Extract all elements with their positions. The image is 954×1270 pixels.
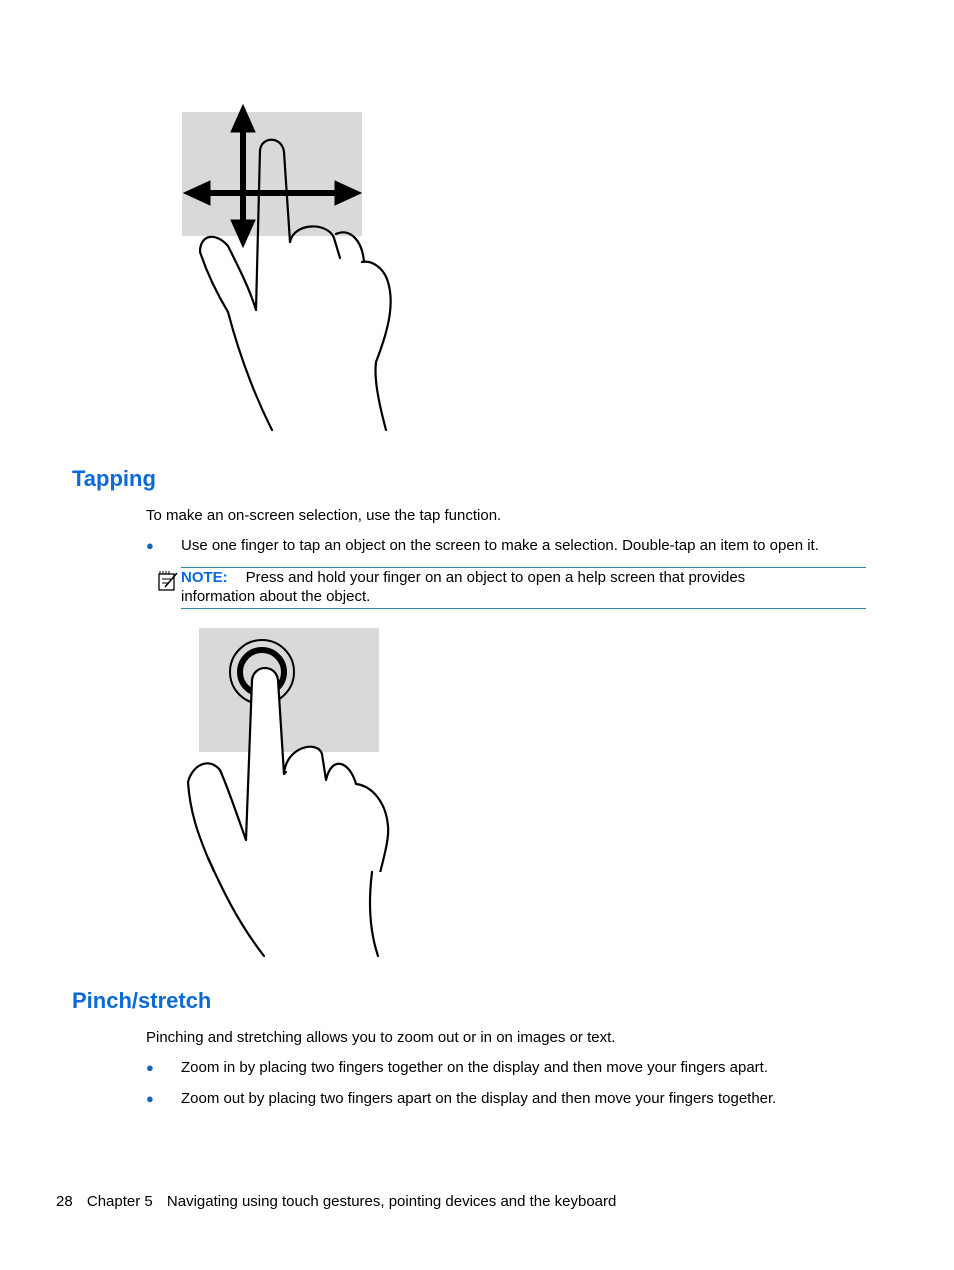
note-box (181, 567, 866, 609)
tapping-intro: To make an on-screen selection, use the tap function. (146, 507, 502, 524)
note-label: NOTE: (181, 569, 228, 586)
tap-gesture-illustration (180, 622, 410, 962)
note-text-line2: information about the object. (181, 588, 371, 605)
pinch-intro: Pinching and stretching allows you to zoom out or in on images or text. (146, 1029, 616, 1046)
bullet-dot: ● (146, 1091, 154, 1106)
bullet-dot: ● (146, 538, 154, 553)
scroll-gesture-illustration (176, 100, 416, 440)
footer-chapter: Chapter 5 (86, 1193, 153, 1210)
footer-chapter-title: Navigating using touch gestures, pointing devices and the keyboard (166, 1193, 617, 1210)
note-text-line1: Press and hold your finger on an object to open a help screen that provides (245, 569, 746, 586)
bullet-dot: ● (146, 1060, 154, 1075)
note-icon (157, 570, 179, 592)
page-footer (56, 1193, 626, 1210)
section-heading-pinch-stretch: Pinch/stretch (72, 988, 212, 1013)
page-number: 28 (56, 1193, 73, 1210)
section-heading-tapping: Tapping (72, 466, 156, 491)
